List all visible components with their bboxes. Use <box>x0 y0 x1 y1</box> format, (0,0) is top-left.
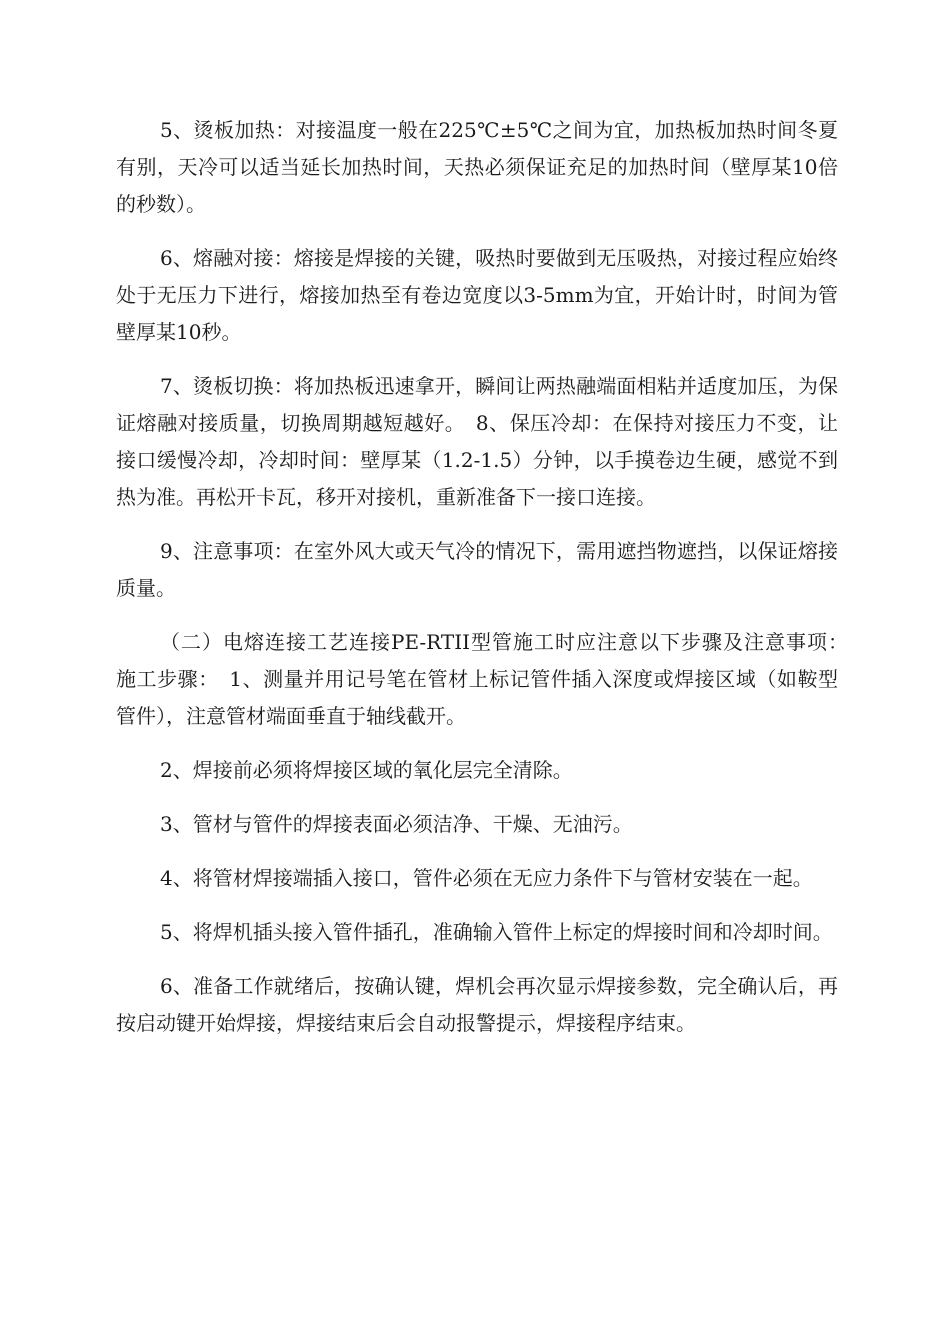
paragraph-step-5: 5、将焊机插头接入管件插孔，准确输入管件上标定的焊接时间和冷却时间。 <box>160 920 833 944</box>
paragraph-electrofusion-steps: （二）电熔连接工艺连接PE-RTII型管施工时应注意以下步骤及注意事项： 施工步骤： 1、测量并用记号笔在管材上标记管件插入深度或焊接区域（如鞍型管件），注意管材端面垂直于轴线截开。 <box>116 630 858 728</box>
paragraph-precautions: 9、注意事项：在室外风大或天气冷的情况下，需用遮挡物遮挡，以保证熔接质量。 <box>116 539 838 600</box>
paragraph-plate-switch-cooling: 7、烫板切换：将加热板迅速拿开，瞬间让两热融端面相粘并适度加压，为保证熔融对接质量，切换周期越短越好。 8、保压冷却：在保持对接压力不变，让接口缓慢冷却，冷却时间：壁厚某（1.2-1.5）分钟，以手摸卷边生硬，感觉不到热为准。再松开卡瓦，移开对接机，重新准备下一接口连接。 <box>116 374 838 509</box>
paragraph-step-3: 3、管材与管件的焊接表面必须洁净、干燥、无油污。 <box>160 812 633 836</box>
paragraph-step-2: 2、焊接前必须将焊接区域的氧化层完全清除。 <box>160 758 573 782</box>
document-page <box>116 112 858 1059</box>
paragraph-fusion-butt: 6、熔融对接：熔接是焊接的关键，吸热时要做到无压吸热，对接过程应始终处于无压力下进行，熔接加热至有卷边宽度以3-5mm为宜，开始计时，时间为管壁厚某10秒。 <box>116 246 838 344</box>
paragraph-step-6: 6、准备工作就绪后，按确认键，焊机会再次显示焊接参数，完全确认后，再按启动键开始焊接，焊接结束后会自动报警提示，焊接程序结束。 <box>116 974 838 1035</box>
paragraph-step-4: 4、将管材焊接端插入接口，管件必须在无应力条件下与管材安装在一起。 <box>160 866 813 890</box>
paragraph-heating-plate: 5、烫板加热：对接温度一般在225℃±5℃之间为宜，加热板加热时间冬夏有别，天冷可以适当延长加热时间，天热必须保证充足的加热时间（壁厚某10倍的秒数）。 <box>116 118 838 216</box>
